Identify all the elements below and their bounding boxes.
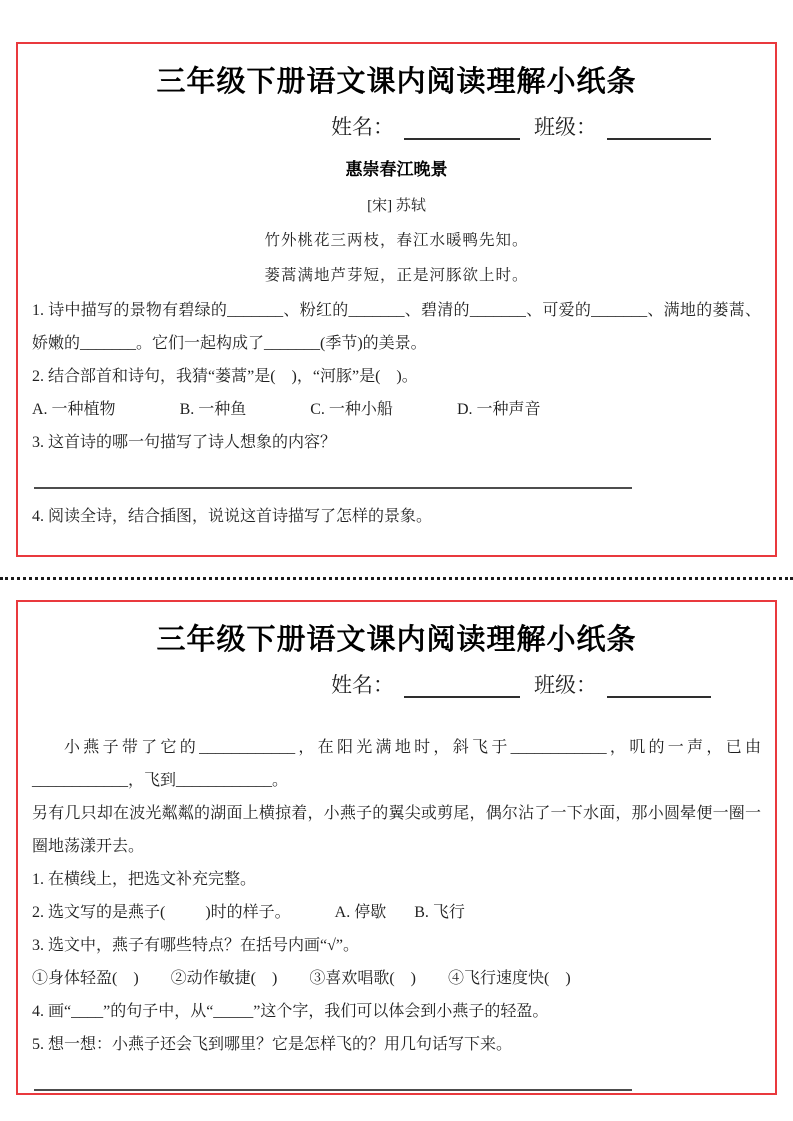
option-a: A. 一种植物 [32,401,116,418]
option-c: C. 一种小船 [310,401,393,418]
worksheet-card-swallow [16,600,777,1095]
class-blank-field [607,674,711,698]
poem-block [18,155,775,285]
worksheet-card-poem [16,42,777,557]
class-label: 班级： [534,115,597,139]
option-d: D. 一种声音 [456,401,541,418]
poem-line-2: 蒌蒿满地芦芽短，正是河豚欲上时。 [264,267,529,284]
question-3: 3. 选文中，燕子有哪些特点？在括号内画“√”。 [32,937,359,954]
answer-rule [34,1089,632,1091]
passage-paragraph-1: 小燕子带了它的____________，在阳光满地时，斜飞于____________，叽的一声，已由____________，飞到____________。 [32,739,761,789]
class-blank-field [607,116,711,140]
question-3: 3. 这首诗的哪一句描写了诗人想象的内容？ [32,434,337,451]
poem-author: [宋] 苏轼 [367,198,426,214]
question-2-row [32,896,761,929]
class-label: 班级： [534,673,597,697]
name-label: 姓名： [331,115,394,139]
trait-4: ④飞行速度快( ) [448,970,571,987]
question-3-checklist [32,962,761,995]
question-2-options [335,896,465,929]
questions-area [18,294,775,557]
poem-title: 惠崇春江晚景 [345,160,448,179]
name-class-row [18,114,775,140]
question-1: 1. 诗中描写的景物有碧绿的_______、粉红的_______、碧清的_______、可爱的_______、满地的蒌蒿、娇嫩的_______。它们一起构成了_______(季节)的美景。 [32,302,761,352]
option-b: B. 一种鱼 [179,401,247,418]
name-class-row [18,672,775,698]
answer-rule [34,487,632,489]
question-2: 2. 结合部首和诗句，我猜“蒌蒿”是( )，“河豚”是( )。 [32,368,418,385]
trait-3: ③喜欢唱歌( ) [309,970,417,987]
option-b: B. 飞行 [414,904,465,921]
name-label: 姓名： [331,673,394,697]
question-2: 2. 选文写的是燕子( )时的样子。 [32,904,291,921]
poem-line-1: 竹外桃花三两枝，春江水暖鸭先知。 [264,232,529,249]
passage-block [18,731,775,1091]
trait-2: ②动作敏捷( ) [170,970,278,987]
dotted-cut-line [0,577,793,580]
question-2-options [32,393,761,426]
page-title: 三年级下册语文课内阅读理解小纸条 [156,66,637,98]
name-blank-field [404,116,520,140]
trait-1: ①身体轻盈( ) [32,970,139,987]
question-5: 5. 想一想：小燕子还会飞到哪里？它是怎样飞的？用几句话写下来。 [32,1036,513,1053]
name-blank-field [404,674,520,698]
passage-paragraph-2: 另有几只却在波光粼粼的湖面上横掠着，小燕子的翼尖或剪尾，偶尔沾了一下水面，那小圆晕便一圈一圈地荡漾开去。 [32,805,761,855]
question-4: 4. 阅读全诗，结合插图，说说这首诗描写了怎样的景象。 [32,508,433,525]
page-title: 三年级下册语文课内阅读理解小纸条 [156,624,637,656]
question-4: 4. 画“____”的句子中，从“_____”这个字，我们可以体会到小燕子的轻盈。 [32,1003,549,1020]
option-a: A. 停歇 [334,904,387,921]
question-1: 1. 在横线上，把选文补充完整。 [32,871,257,888]
